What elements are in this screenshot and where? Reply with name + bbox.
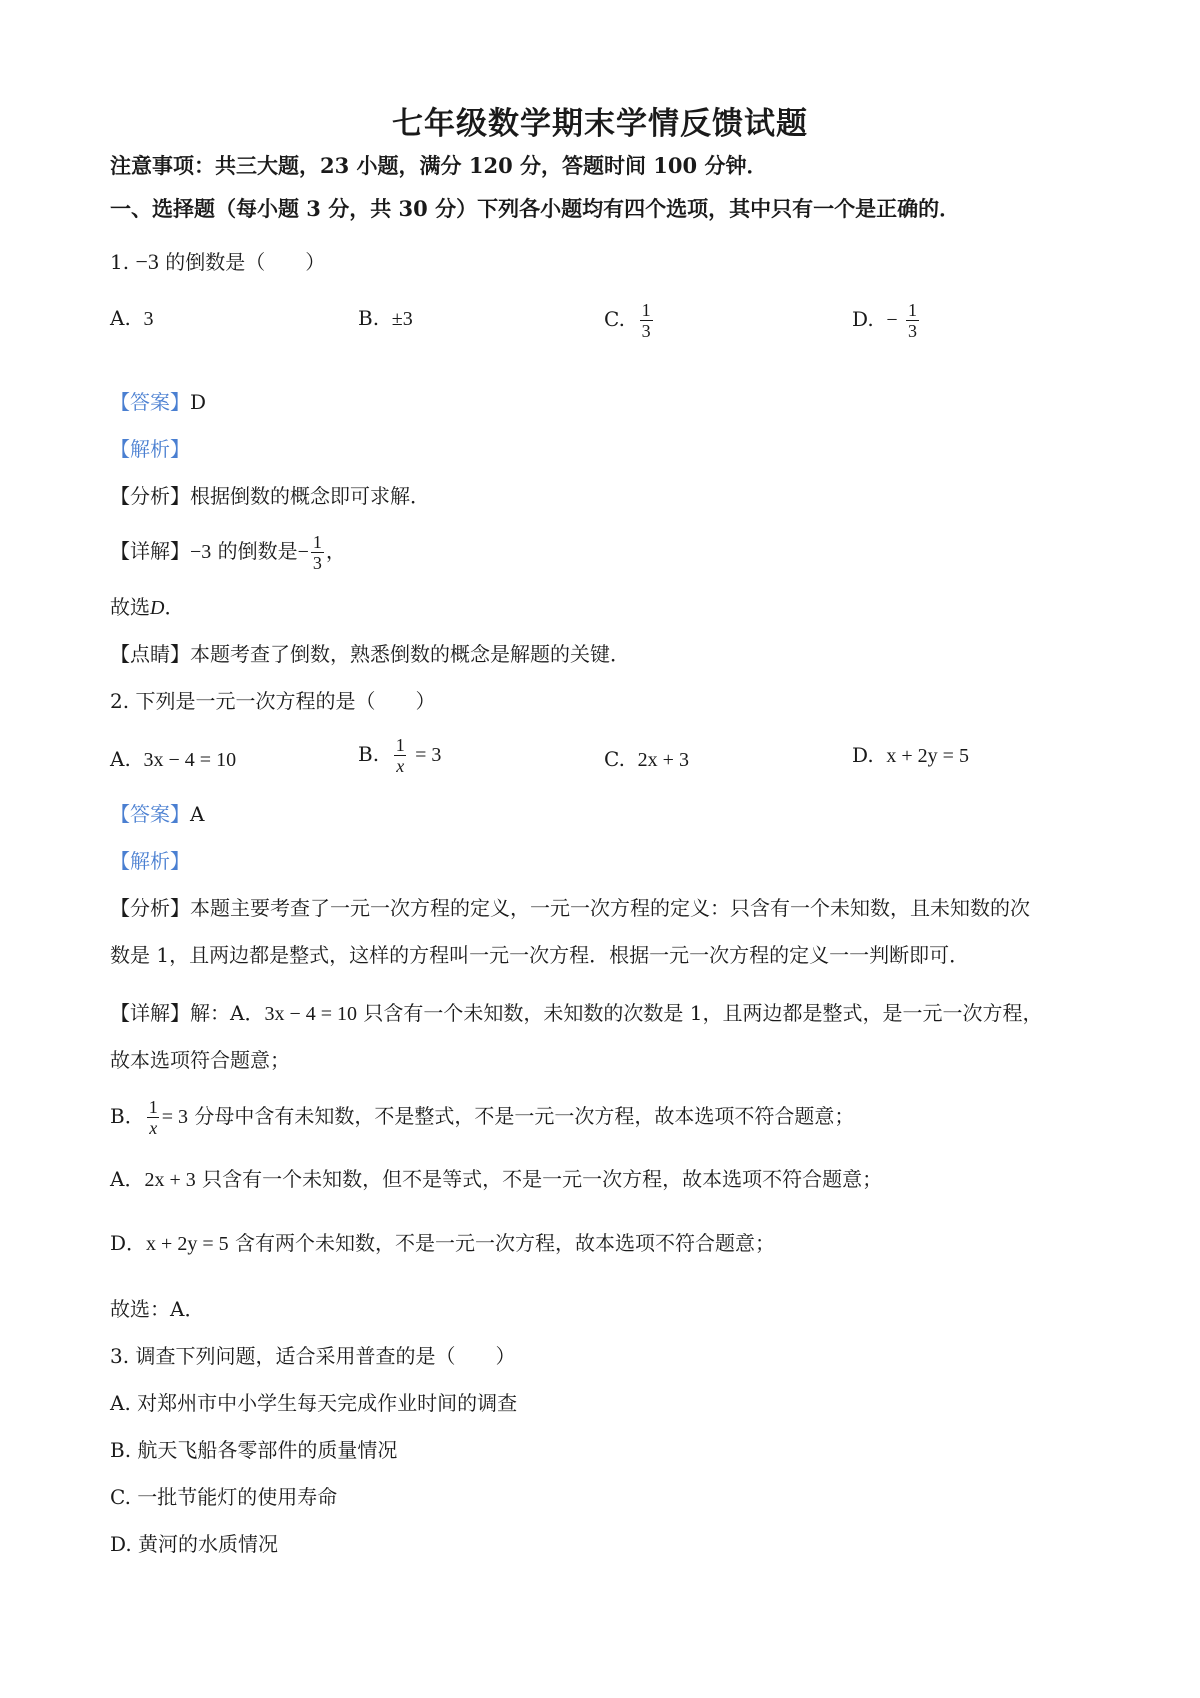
option-label: D. <box>852 743 874 767</box>
q2-xiangjie-a-line2: 故本选项符合题意； <box>110 1048 290 1072</box>
answer-value: A <box>190 802 205 826</box>
q3-option-d: D. 黄河的水质情况 <box>110 1532 279 1556</box>
minus-sign: − <box>886 309 898 331</box>
question-2-stem: 2. 下列是一元一次方程的是（ ） <box>110 689 436 713</box>
answer-value: D <box>190 390 207 414</box>
option-value: 2x + 3 <box>637 749 689 771</box>
fraction <box>311 532 324 573</box>
numerator: 1 <box>908 300 918 320</box>
answer-tag: 【答案】 <box>110 390 190 414</box>
q2-option-a <box>110 745 236 774</box>
conclusion-text: 故选 <box>110 595 150 619</box>
denominator: 3 <box>312 553 322 573</box>
answer-tag: 【答案】 <box>110 802 190 826</box>
q2-analysis-tag: 【解析】 <box>110 849 190 873</box>
stem-text: 的倒数是（ ） <box>165 250 326 274</box>
xiangjie-math: 2x + 3 <box>144 1169 196 1191</box>
denominator: 3 <box>641 321 651 341</box>
xiangjie-prefix: A． <box>110 1167 145 1191</box>
q2-xiangjie-d <box>110 1229 775 1258</box>
numerator: 1 <box>148 1097 158 1117</box>
q2-option-d <box>852 741 969 770</box>
q2-option-b <box>358 735 441 776</box>
fraction <box>147 1097 160 1138</box>
q2-conclusion: 故选：A． <box>110 1297 205 1321</box>
option-value: ±3 <box>391 308 413 330</box>
q1-xiangjie <box>110 532 346 573</box>
denominator: x <box>396 756 405 776</box>
q1-option-c <box>604 300 655 341</box>
option-label: B. <box>358 306 380 330</box>
xiangjie-math: x + 2y = 5 <box>146 1233 229 1255</box>
denominator: x <box>149 1118 158 1138</box>
minus-sign: − <box>297 541 309 563</box>
option-label: C. <box>604 747 625 771</box>
q2-xiangjie-b <box>110 1097 854 1138</box>
numerator: 1 <box>641 300 651 320</box>
fraction <box>906 300 919 341</box>
question-3-stem: 3. 调查下列问题，适合采用普查的是（ ） <box>110 1344 516 1368</box>
question-number: 1. <box>110 250 130 274</box>
option-label: D. <box>852 307 874 331</box>
xiangjie-text: 的倒数是 <box>217 539 298 563</box>
question-1-stem <box>110 248 325 276</box>
option-value: 3x − 4 = 10 <box>143 749 237 771</box>
stem-math: −3 <box>135 249 159 274</box>
xiangjie-math: = 3 <box>161 1106 188 1128</box>
q1-option-b <box>358 304 413 333</box>
notice: 注意事项：共三大题，23 小题，满分 120 分，答题时间 100 分钟． <box>110 153 768 178</box>
q1-fenxi: 【分析】根据倒数的概念即可求解． <box>110 484 430 508</box>
q2-fenxi-line2: 数是 1，且两边都是整式，这样的方程叫一元一次方程．根据一元一次方程的定义一一判断即可． <box>110 943 970 967</box>
xiangjie-text: 只含有一个未知数，但不是等式，不是一元一次方程，故本选项不符合题意； <box>202 1167 883 1191</box>
numerator: 1 <box>395 735 405 755</box>
numerator: 1 <box>312 532 322 552</box>
q1-option-a <box>110 304 154 333</box>
q3-option-c: C. 一批节能灯的使用寿命 <box>110 1485 338 1509</box>
q1-option-d <box>852 300 921 341</box>
xiangjie-text: 含有两个未知数，不是一元一次方程，故本选项不符合题意； <box>234 1231 775 1255</box>
q2-xiangjie-a <box>110 999 1042 1028</box>
q2-option-c <box>604 745 689 774</box>
option-label: B. <box>358 742 380 766</box>
q1-conclusion <box>110 593 184 622</box>
q2-answer <box>110 800 204 828</box>
fraction <box>394 735 407 776</box>
page-title: 七年级数学期末学情反馈试题 <box>392 106 808 142</box>
q2-xiangjie-c <box>110 1165 882 1194</box>
option-value: = 3 <box>415 744 442 766</box>
q3-option-b: B. 航天飞船各零部件的质量情况 <box>110 1438 398 1462</box>
section-heading: 一、选择题（每小题 3 分，共 30 分）下列各小题均有四个选项，其中只有一个是正确的． <box>110 196 961 221</box>
fraction <box>640 300 653 341</box>
option-value: 3 <box>143 308 154 330</box>
option-label: C. <box>604 307 625 331</box>
xiangjie-text: 只含有一个未知数，未知数的次数是 1，且两边都是整式，是一元一次方程， <box>363 1001 1043 1025</box>
q1-answer <box>110 388 206 416</box>
q1-dianjing: 【点睛】本题考查了倒数，熟悉倒数的概念是解题的关键． <box>110 642 630 666</box>
xiangjie-prefix: B． <box>110 1104 145 1128</box>
q2-fenxi-line1: 【分析】本题主要考查了一元一次方程的定义，一元一次方程的定义：只含有一个未知数，且未知数的次 <box>110 896 1030 920</box>
xiangjie-math: −3 <box>190 541 212 563</box>
option-label: A. <box>110 306 131 330</box>
option-value: x + 2y = 5 <box>886 745 969 767</box>
denominator: 3 <box>908 321 918 341</box>
q1-analysis-tag: 【解析】 <box>110 437 190 461</box>
xiangjie-math: 3x − 4 = 10 <box>264 1003 358 1025</box>
xiangjie-prefix: D． <box>110 1231 147 1255</box>
xiangjie-prefix: 【详解】解：A． <box>110 1001 265 1025</box>
xiangjie-text: 分母中含有未知数，不是整式，不是一元一次方程，故本选项不符合题意； <box>194 1104 855 1128</box>
option-label: A. <box>110 747 131 771</box>
q3-option-a: A. 对郑州市中小学生每天完成作业时间的调查 <box>110 1391 518 1415</box>
xiangjie-tag: 【详解】 <box>110 539 190 563</box>
punctuation: ， <box>325 539 346 563</box>
conclusion-choice: D <box>150 597 165 619</box>
punctuation: ． <box>164 595 185 619</box>
